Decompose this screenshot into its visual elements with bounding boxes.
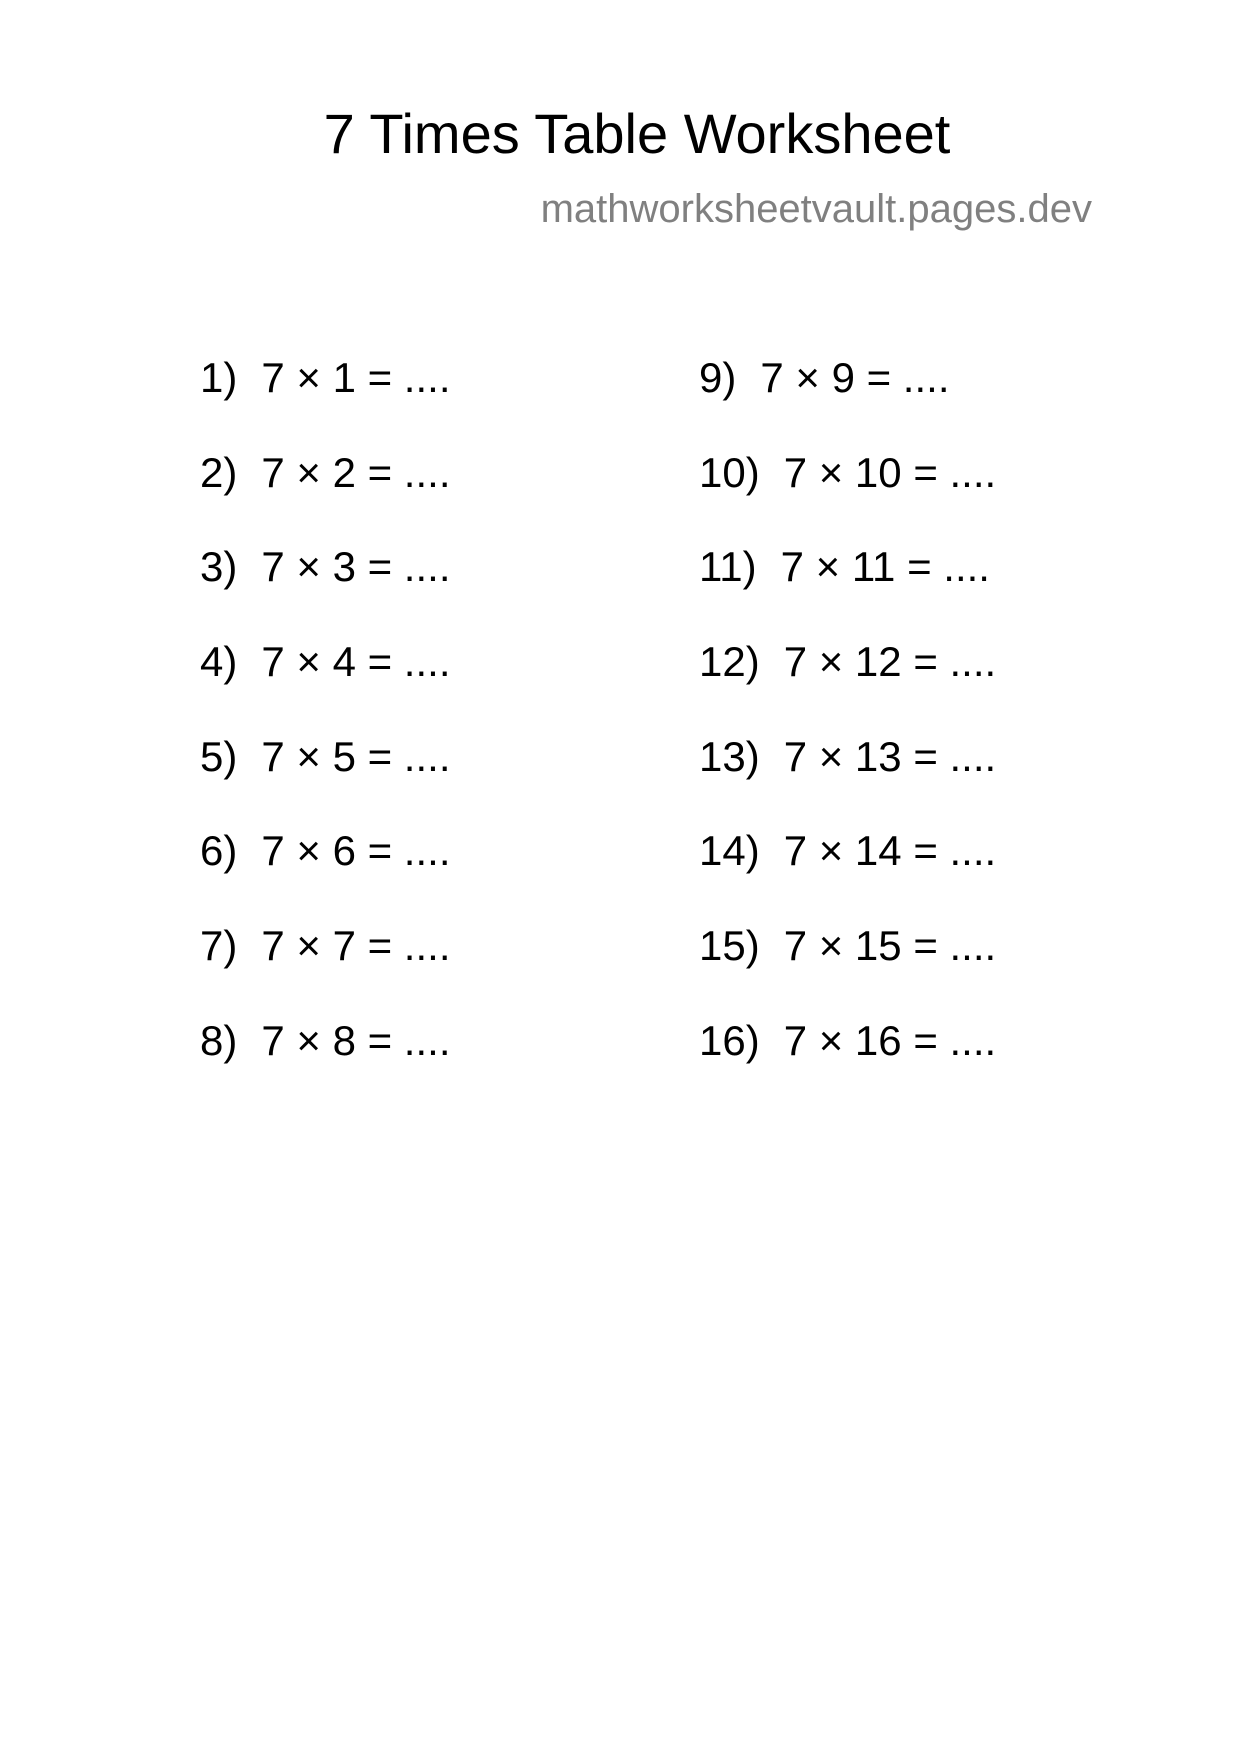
problem-item (699, 632, 996, 727)
problem-number: 14) (699, 827, 760, 875)
problem-number: 5) (200, 732, 238, 780)
problem-expression: 7 × 2 = .... (261, 448, 451, 496)
problem-expression: 7 × 16 = .... (783, 1016, 997, 1064)
problem-expression: 7 × 11 = .... (780, 543, 990, 591)
problem-item (200, 1011, 450, 1106)
problem-item (200, 443, 450, 538)
problems-column-left (200, 348, 450, 1106)
problem-item (699, 537, 996, 632)
problem-expression: 7 × 6 = .... (261, 827, 451, 875)
problem-item (200, 632, 450, 727)
problem-number: 3) (200, 543, 238, 591)
problem-item (699, 821, 996, 916)
problem-expression: 7 × 8 = .... (261, 1016, 451, 1064)
problem-number: 9) (699, 354, 737, 401)
problem-item (699, 1011, 996, 1106)
site-url: mathworksheetvault.pages.dev (540, 187, 1092, 231)
problem-expression: 7 × 15 = .... (783, 922, 997, 970)
problem-number: 13) (699, 732, 760, 780)
problem-item (200, 727, 450, 822)
problem-number: 7) (200, 922, 238, 970)
problem-expression: 7 × 9 = .... (760, 354, 950, 401)
problem-item (200, 537, 450, 632)
problem-number: 10) (699, 448, 760, 496)
problem-item (699, 727, 996, 822)
problem-expression: 7 × 5 = .... (261, 732, 451, 780)
problem-number: 8) (200, 1016, 238, 1064)
problems-column-right (699, 348, 996, 1106)
problem-number: 6) (200, 827, 238, 875)
problem-expression: 7 × 4 = .... (261, 638, 451, 686)
problem-expression: 7 × 3 = .... (261, 543, 451, 591)
problem-expression: 7 × 14 = .... (783, 827, 997, 875)
problem-number: 11) (699, 543, 757, 591)
problem-number: 2) (200, 448, 238, 496)
problem-item (699, 443, 996, 538)
problem-expression: 7 × 10 = .... (783, 448, 997, 496)
problem-number: 1) (200, 354, 238, 401)
problem-item (699, 348, 996, 443)
problem-number: 4) (200, 638, 238, 686)
problem-expression: 7 × 1 = .... (261, 354, 451, 401)
problem-expression: 7 × 13 = .... (783, 732, 997, 780)
problem-number: 12) (699, 638, 760, 686)
problem-item (200, 821, 450, 916)
problem-item (200, 348, 450, 443)
problem-expression: 7 × 7 = .... (261, 922, 451, 970)
page-title: 7 Times Table Worksheet (323, 102, 951, 165)
problem-item (200, 916, 450, 1011)
problem-number: 16) (699, 1016, 760, 1064)
problem-expression: 7 × 12 = .... (783, 638, 997, 686)
problem-number: 15) (699, 922, 760, 970)
problem-item (699, 916, 996, 1011)
